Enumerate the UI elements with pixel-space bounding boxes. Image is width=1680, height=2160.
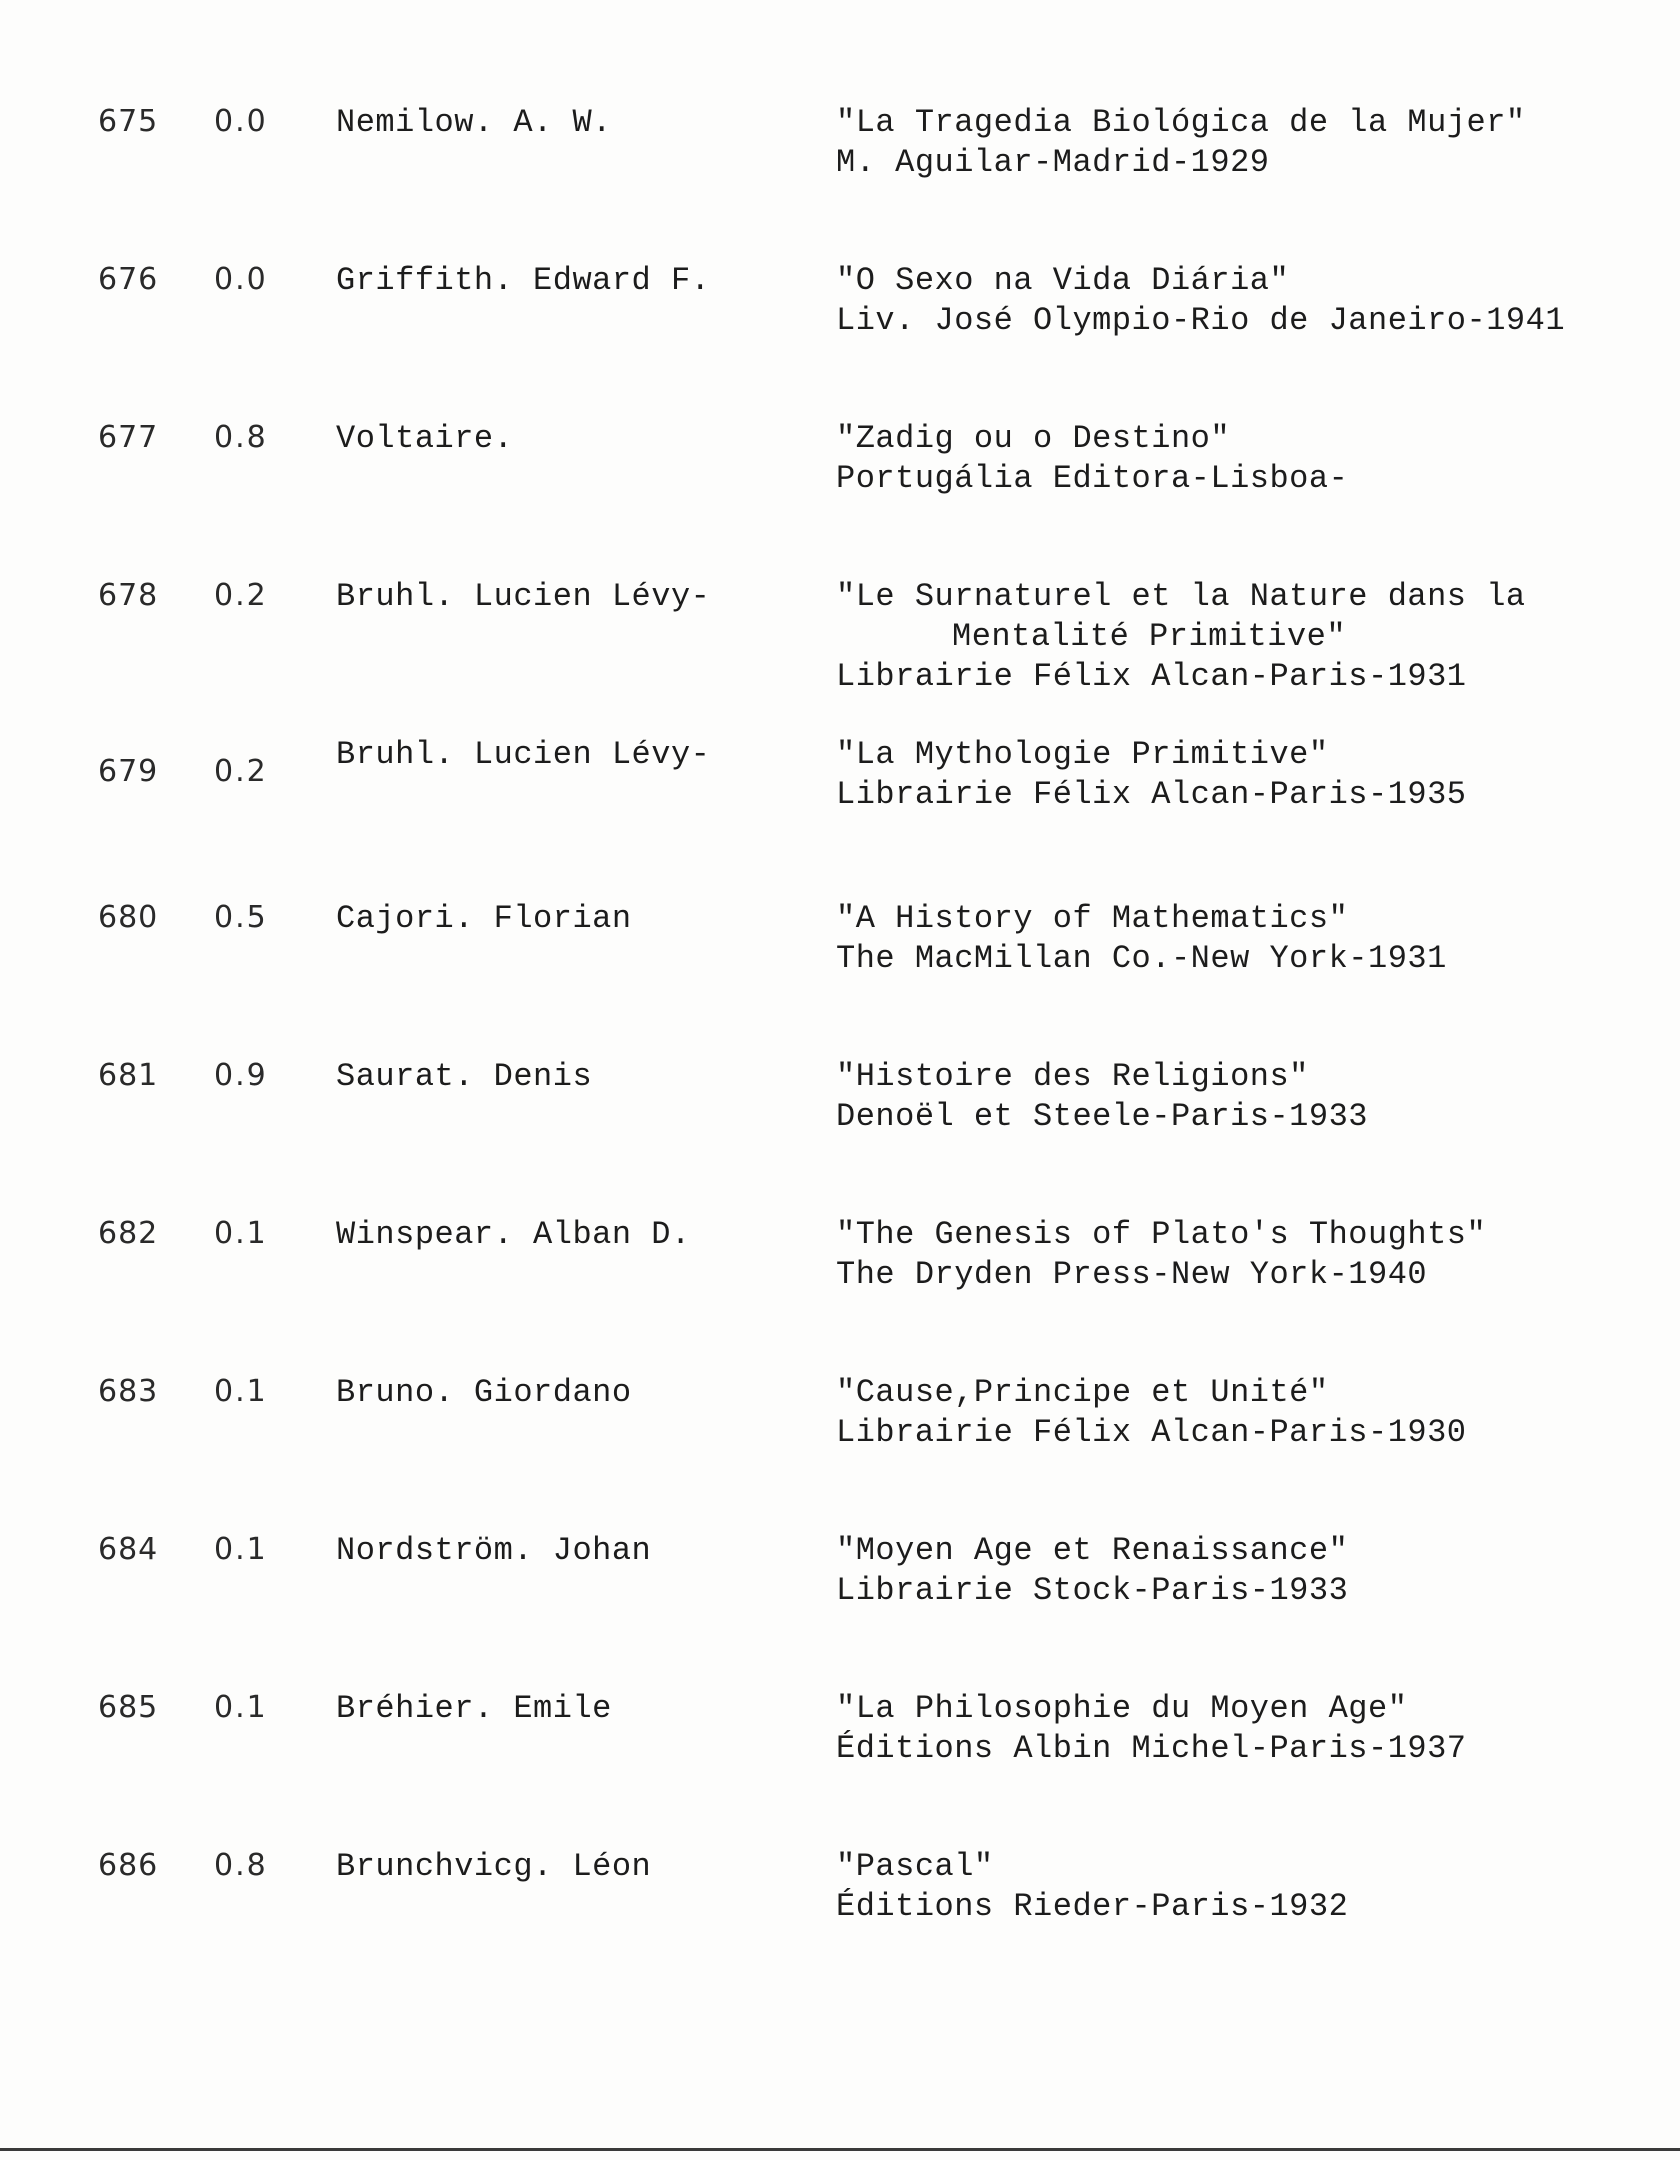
entry-title: "O Sexo na Vida Diária" <box>836 262 1290 299</box>
entry-code: 0.2 <box>214 754 268 789</box>
entry-code: 0.0 <box>214 262 268 297</box>
entry-author: Voltaire. <box>336 420 514 457</box>
entry-publisher: The MacMillan Co.-New York-1931 <box>836 940 1447 977</box>
entry-code: 0.2 <box>214 578 268 613</box>
entry-publisher: Portugália Editora-Lisboa- <box>836 460 1349 497</box>
entry-author: Nemilow. A. W. <box>336 104 612 141</box>
entry-title: "Zadig ou o Destino" <box>836 420 1231 457</box>
entry-publisher: Librairie Stock-Paris-1933 <box>836 1572 1349 1609</box>
entry-title: "Histoire des Religions" <box>836 1058 1309 1095</box>
entry-code: 0.0 <box>214 104 268 139</box>
entry-number: 678 <box>98 578 159 613</box>
entry-number: 683 <box>98 1374 159 1409</box>
entry-author: Nordström. Johan <box>336 1532 652 1569</box>
entry-title: "Pascal" <box>836 1848 994 1885</box>
entry-code: 0.5 <box>214 900 268 935</box>
entry-number: 675 <box>98 104 159 139</box>
entry-publisher: Denoël et Steele-Paris-1933 <box>836 1098 1368 1135</box>
entry-number: 680 <box>98 900 159 935</box>
entry-code: 0.8 <box>214 420 268 455</box>
page-bottom-rule <box>0 2148 1680 2151</box>
entry-publisher: Éditions Albin Michel-Paris-1937 <box>836 1730 1467 1767</box>
entry-code: 0.8 <box>214 1848 268 1883</box>
entry-publisher: Éditions Rieder-Paris-1932 <box>836 1888 1349 1925</box>
entry-author: Winspear. Alban D. <box>336 1216 691 1253</box>
entry-title: "Moyen Age et Renaissance" <box>836 1532 1349 1569</box>
entry-code: 0.1 <box>214 1374 268 1409</box>
entry-author: Bruhl. Lucien Lévy- <box>336 578 711 615</box>
entry-publisher: Librairie Félix Alcan-Paris-1930 <box>836 1414 1467 1451</box>
entry-author: Cajori. Florian <box>336 900 632 937</box>
entry-author: Saurat. Denis <box>336 1058 593 1095</box>
entry-author: Bruhl. Lucien Lévy- <box>336 736 711 773</box>
entry-number: 686 <box>98 1848 159 1883</box>
entry-number: 679 <box>98 754 159 789</box>
entry-title: "The Genesis of Plato's Thoughts" <box>836 1216 1487 1253</box>
entry-publisher: Liv. José Olympio-Rio de Janeiro-1941 <box>836 302 1566 339</box>
entry-number: 681 <box>98 1058 159 1093</box>
entry-publisher: M. Aguilar-Madrid-1929 <box>836 144 1270 181</box>
entry-author: Griffith. Edward F. <box>336 262 711 299</box>
entry-title: "A History of Mathematics" <box>836 900 1349 937</box>
entry-author: Brunchvicg. Léon <box>336 1848 652 1885</box>
entry-number: 677 <box>98 420 159 455</box>
entry-title: "La Tragedia Biológica de la Mujer" <box>836 104 1526 141</box>
entry-publisher: Librairie Félix Alcan-Paris-1931 <box>836 658 1467 695</box>
entry-number: 676 <box>98 262 159 297</box>
entry-code: 0.1 <box>214 1690 268 1725</box>
entry-title-continued: Mentalité Primitive" <box>952 618 1347 655</box>
entry-number: 685 <box>98 1690 159 1725</box>
entry-number: 682 <box>98 1216 159 1251</box>
entry-publisher: Librairie Félix Alcan-Paris-1935 <box>836 776 1467 813</box>
entry-title: "La Mythologie Primitive" <box>836 736 1329 773</box>
entry-author: Bruno. Giordano <box>336 1374 632 1411</box>
entry-publisher: The Dryden Press-New York-1940 <box>836 1256 1428 1293</box>
entry-code: 0.9 <box>214 1058 268 1093</box>
entry-title: "La Philosophie du Moyen Age" <box>836 1690 1408 1727</box>
entry-title: "Le Surnaturel et la Nature dans la <box>836 578 1526 615</box>
entry-number: 684 <box>98 1532 159 1567</box>
entry-title: "Cause,Principe et Unité" <box>836 1374 1329 1411</box>
entry-code: 0.1 <box>214 1216 268 1251</box>
entry-author: Bréhier. Emile <box>336 1690 612 1727</box>
entry-code: 0.1 <box>214 1532 268 1567</box>
